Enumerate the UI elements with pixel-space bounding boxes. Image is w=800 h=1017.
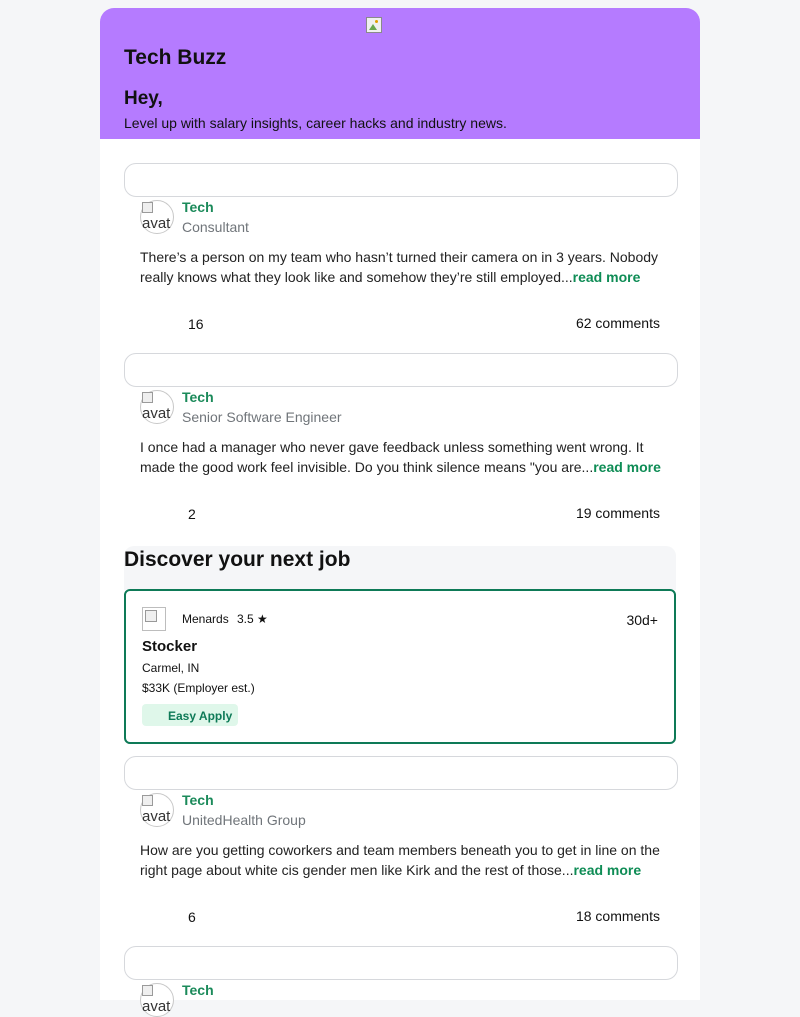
post-author-role: Consultant bbox=[182, 219, 249, 235]
job-salary: $33K (Employer est.) bbox=[142, 681, 255, 695]
newsletter-title: Tech Buzz bbox=[124, 46, 227, 69]
post-body-text: I once had a manager who never gave feedback unless something went wrong. It made the good work feel invisible. Do you think silence means "you are... bbox=[140, 439, 644, 475]
read-more-link[interactable]: read more bbox=[572, 269, 641, 285]
job-location: Carmel, IN bbox=[142, 661, 200, 675]
easy-apply-badge[interactable] bbox=[142, 704, 238, 726]
post-divider-pill bbox=[124, 946, 678, 980]
post-divider-pill bbox=[124, 756, 678, 790]
post-author-role: Senior Software Engineer bbox=[182, 409, 342, 425]
read-more-link[interactable]: read more bbox=[593, 459, 661, 475]
avatar: avat bbox=[140, 200, 174, 234]
broken-image-icon bbox=[366, 17, 382, 33]
job-rating: 3.5 ★ bbox=[237, 612, 268, 626]
post-community[interactable]: Tech bbox=[182, 982, 214, 998]
header-subtitle: Level up with salary insights, career hacks and industry news. bbox=[124, 115, 507, 131]
post-divider-pill bbox=[124, 163, 678, 197]
like-count[interactable]: 16 bbox=[188, 316, 204, 332]
like-count[interactable]: 2 bbox=[188, 506, 196, 522]
company-logo bbox=[142, 607, 166, 631]
job-title[interactable]: Stocker bbox=[142, 638, 198, 655]
newsletter-header bbox=[100, 8, 700, 139]
post-body bbox=[140, 247, 670, 287]
discover-heading: Discover your next job bbox=[124, 548, 351, 571]
greeting: Hey, bbox=[124, 88, 163, 109]
avatar: avat bbox=[140, 793, 174, 827]
easy-apply-label: Easy Apply bbox=[168, 709, 233, 723]
comment-count[interactable]: 19 comments bbox=[575, 505, 660, 521]
avatar: avat bbox=[140, 983, 174, 1017]
post-author-role: UnitedHealth Group bbox=[182, 812, 306, 828]
post-body-text: There’s a person on my team who hasn’t turned their camera on in 3 years. Nobody really knows what they look like and somehow they’re still employed... bbox=[140, 249, 659, 285]
post-body bbox=[140, 437, 670, 477]
read-more-link[interactable]: read more bbox=[573, 862, 642, 878]
post-community[interactable]: Tech bbox=[182, 792, 214, 808]
job-company: Menards bbox=[182, 612, 229, 626]
like-count[interactable]: 6 bbox=[188, 909, 196, 925]
post-community[interactable]: Tech bbox=[182, 199, 214, 215]
avatar: avat bbox=[140, 390, 174, 424]
comment-count[interactable]: 62 comments bbox=[575, 315, 660, 331]
comment-count[interactable]: 18 comments bbox=[575, 908, 660, 924]
newsletter-email bbox=[100, 8, 700, 1015]
post-body bbox=[140, 840, 670, 880]
post-body-text: How are you getting coworkers and team members beneath you to get in line on the right page about white cis gender men like Kirk and the rest of those... bbox=[140, 842, 660, 878]
job-age: 30d+ bbox=[626, 612, 658, 628]
post-divider-pill bbox=[124, 353, 678, 387]
job-card[interactable] bbox=[124, 589, 676, 744]
post-community[interactable]: Tech bbox=[182, 389, 214, 405]
